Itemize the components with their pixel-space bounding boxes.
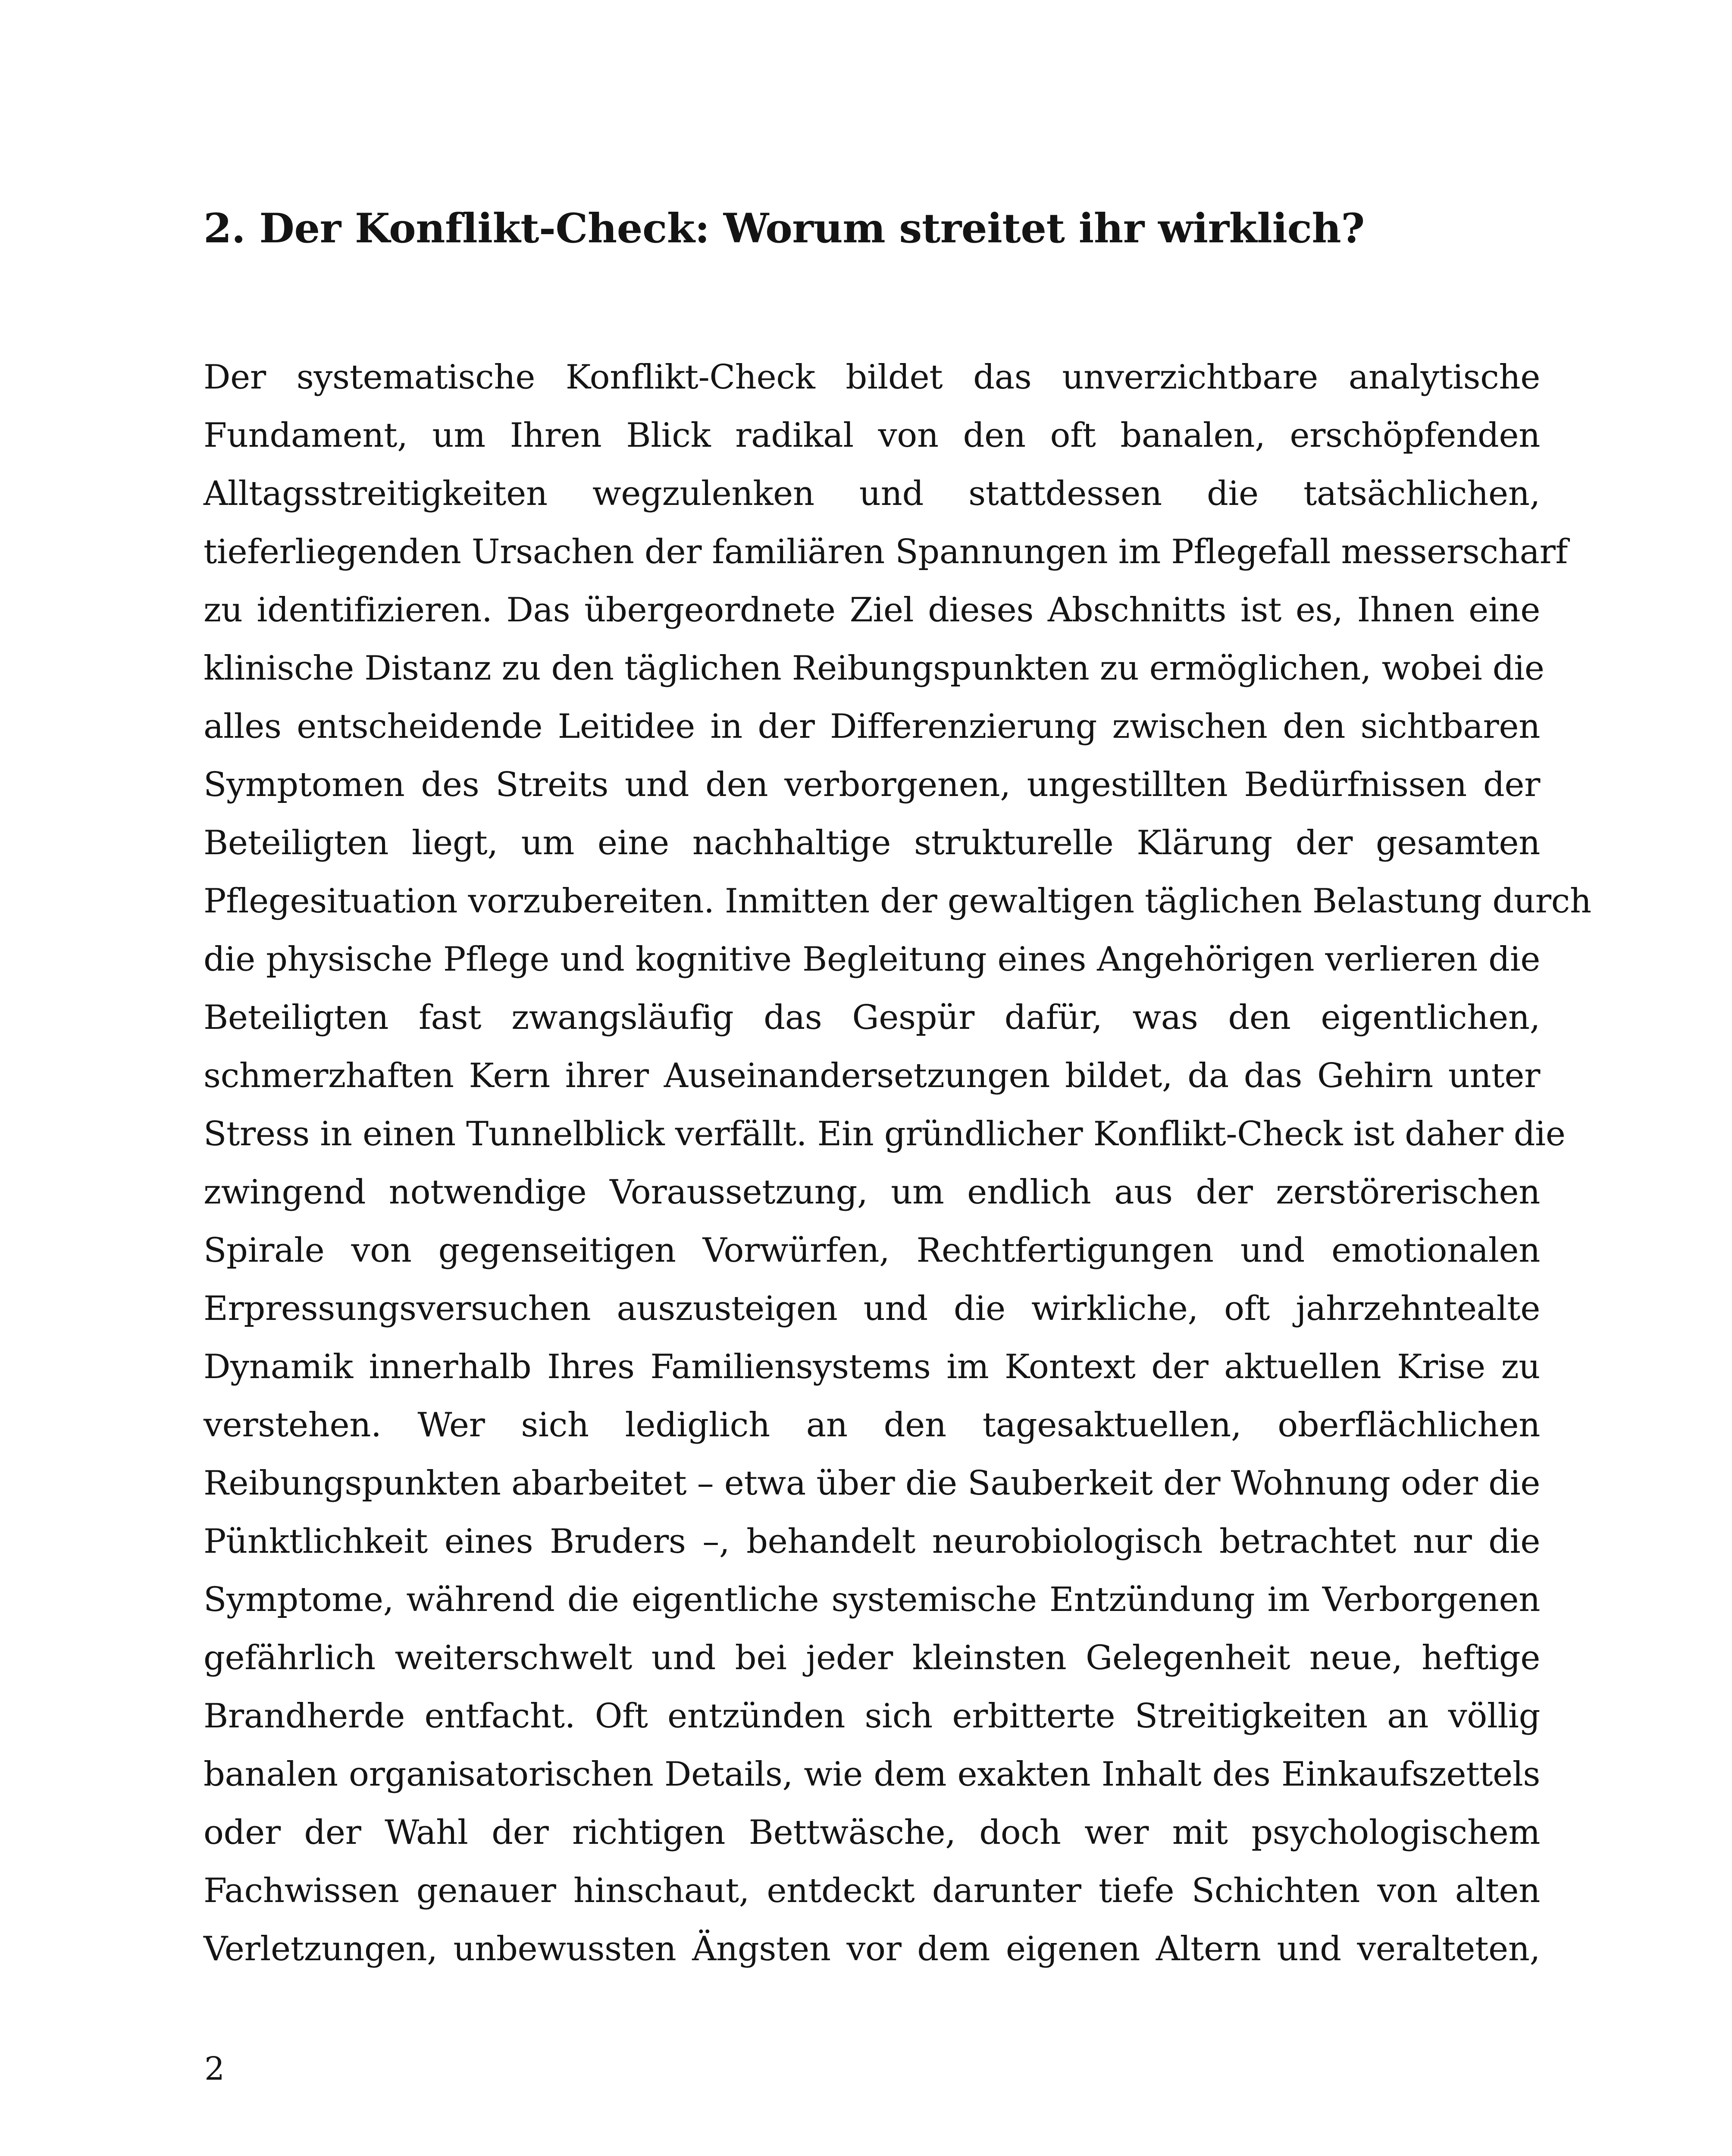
paragraph-line-19: verstehen. Wer sich lediglich an den tagesaktuellen, oberflächlichen <box>204 1406 1540 1445</box>
paragraph-line-1: Der systematische Konflikt-Check bildet das unverzichtbare analytische <box>204 358 1540 397</box>
paragraph-line-14: Stress in einen Tunnelblick verfällt. Ein gründlicher Konflikt-Check ist daher die <box>204 1115 1566 1153</box>
paragraph-line-15: zwingend notwendige Voraussetzung, um endlich aus der zerstörerischen <box>204 1173 1540 1212</box>
paragraph-line-26: oder der Wahl der richtigen Bettwäsche, doch wer mit psychologischem <box>204 1813 1540 1852</box>
paragraph-line-12: Beteiligten fast zwangsläufig das Gespür dafür, was den eigentlichen, <box>204 998 1540 1037</box>
paragraph-line-2: Fundament, um Ihren Blick radikal von den oft banalen, erschöpfenden <box>204 416 1540 455</box>
paragraph-line-22: Symptome, während die eigentliche systemische Entzündung im Verborgenen <box>204 1580 1540 1619</box>
paragraph-line-21: Pünktlichkeit eines Bruders –, behandelt neurobiologisch betrachtet nur die <box>204 1522 1540 1561</box>
paragraph-line-8: Symptomen des Streits und den verborgenen, ungestillten Bedürfnissen der <box>204 765 1540 804</box>
paragraph-line-27: Fachwissen genauer hinschaut, entdeckt darunter tiefe Schichten von alten <box>204 1871 1540 1910</box>
page-number: 2 <box>204 2050 225 2087</box>
body-paragraph <box>204 348 1591 1978</box>
paragraph-line-3: Alltagsstreitigkeiten wegzulenken und stattdessen die tatsächlichen, <box>204 474 1540 513</box>
paragraph-line-20: Reibungspunkten abarbeitet – etwa über die Sauberkeit der Wohnung oder die <box>204 1464 1540 1503</box>
section-heading: 2. Der Konflikt-Check: Worum streitet ihr wirklich? <box>204 205 1365 252</box>
paragraph-line-25: banalen organisatorischen Details, wie dem exakten Inhalt des Einkaufszettels <box>204 1755 1540 1794</box>
paragraph-line-16: Spirale von gegenseitigen Vorwürfen, Rechtfertigungen und emotionalen <box>204 1231 1540 1270</box>
paragraph-line-10: Pflegesituation vorzubereiten. Inmitten der gewaltigen täglichen Belastung durch <box>204 882 1591 921</box>
paragraph-line-6: klinische Distanz zu den täglichen Reibungspunkten zu ermöglichen, wobei die <box>204 649 1544 688</box>
paragraph-line-23: gefährlich weiterschwelt und bei jeder kleinsten Gelegenheit neue, heftige <box>204 1639 1540 1677</box>
paragraph-line-5: zu identifizieren. Das übergeordnete Ziel dieses Abschnitts ist es, Ihnen eine <box>204 591 1540 630</box>
paragraph-line-17: Erpressungsversuchen auszusteigen und die wirkliche, oft jahrzehntealte <box>204 1289 1540 1328</box>
paragraph-line-28: Verletzungen, unbewussten Ängsten vor dem eigenen Altern und veralteten, <box>204 1930 1540 1968</box>
paragraph-line-4: tieferliegenden Ursachen der familiären Spannungen im Pflegefall messerscharf <box>204 533 1568 571</box>
paragraph-line-11: die physische Pflege und kognitive Begleitung eines Angehörigen verlieren die <box>204 940 1540 979</box>
paragraph-line-13: schmerzhaften Kern ihrer Auseinandersetzungen bildet, da das Gehirn unter <box>204 1056 1540 1095</box>
paragraph-line-24: Brandherde entfacht. Oft entzünden sich erbitterte Streitigkeiten an völlig <box>204 1697 1540 1736</box>
paragraph-line-18: Dynamik innerhalb Ihres Familiensystems im Kontext der aktuellen Krise zu <box>204 1348 1540 1386</box>
paragraph-line-7: alles entscheidende Leitidee in der Differenzierung zwischen den sichtbaren <box>204 707 1540 746</box>
paragraph-line-9: Beteiligten liegt, um eine nachhaltige strukturelle Klärung der gesamten <box>204 824 1540 862</box>
